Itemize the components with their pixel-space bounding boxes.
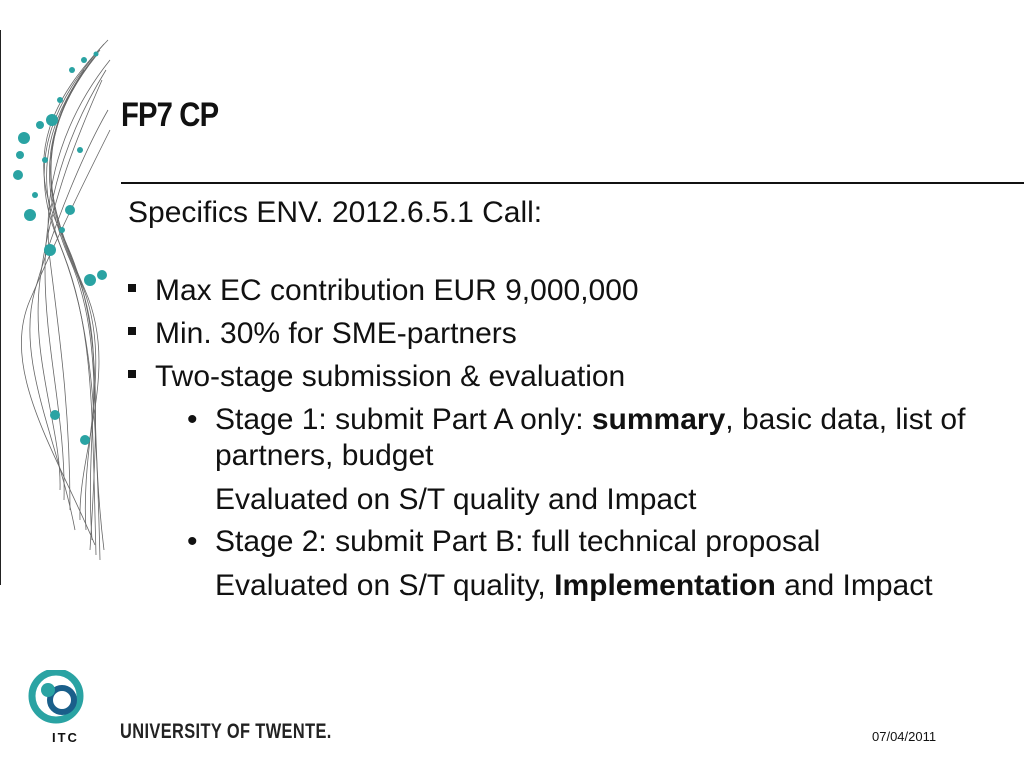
slide-content: [128, 195, 1008, 604]
square-bullet-icon: [128, 370, 136, 378]
dot-bullet-icon: •: [187, 403, 198, 436]
stage1-text: Stage 1: submit Part A only:: [215, 403, 592, 436]
intro-text: Specifics ENV. 2012.6.5.1 Call:: [128, 196, 543, 229]
itc-logo-text: ITC: [52, 730, 79, 745]
bullet-text: Max EC contribution EUR 9,000,000: [155, 274, 639, 307]
sub-bullet-stage1: [187, 402, 1008, 474]
bullet-text: Two-stage submission & evaluation: [155, 360, 626, 393]
bullet-item: [128, 273, 1008, 309]
stage2-eval-bold: Implementation: [554, 569, 776, 602]
stage1-bold: summary: [591, 403, 726, 436]
bullet-item: [128, 316, 1008, 352]
stage2-eval-text: Evaluated on S/T quality,: [215, 569, 555, 602]
square-bullet-icon: [128, 284, 136, 292]
stage2-evaluation: [215, 568, 1008, 604]
slide-title: FP7 CP: [121, 96, 219, 134]
bullet-text: Min. 30% for SME-partners: [155, 317, 517, 350]
university-name: UNIVERSITY OF TWENTE.: [120, 720, 332, 743]
stage2-eval-text-post: and Impact: [775, 569, 933, 602]
sub-bullet-stage2: [187, 524, 1008, 560]
stage1-text-post: , basic data, list of partners, budget: [215, 403, 966, 472]
bullet-item: [128, 359, 1008, 395]
title-divider: [121, 182, 1024, 184]
stage2-text: Stage 2: submit Part B: full technical proposal: [215, 525, 821, 558]
decorative-lines-icon: [0, 30, 112, 570]
dot-bullet-icon: •: [187, 525, 198, 558]
square-bullet-icon: [128, 327, 136, 335]
stage1-evaluation: Evaluated on S/T quality and Impact: [215, 483, 697, 516]
slide-date: 07/04/2011: [872, 729, 937, 744]
itc-logo-icon: [28, 670, 90, 728]
